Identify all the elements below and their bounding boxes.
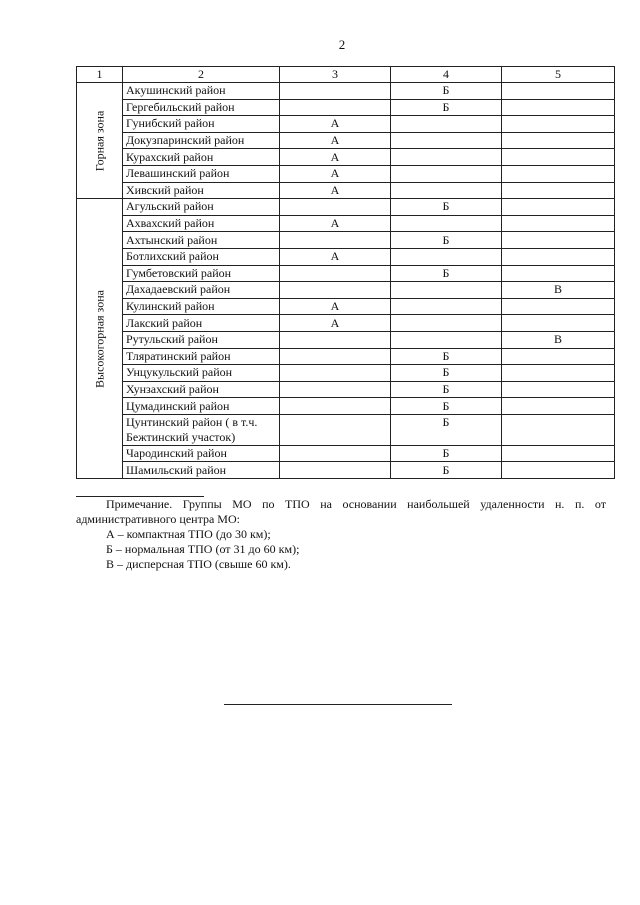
group-a-cell: А: [280, 248, 391, 265]
group-c-cell: [502, 149, 615, 166]
district-name: Цумадинский район: [123, 398, 280, 415]
district-name: Цунтинский район ( в т.ч. Бежтинский участок): [123, 414, 280, 445]
group-b-cell: Б: [391, 83, 502, 100]
district-name: Левашинский район: [123, 165, 280, 182]
district-name: Лакский район: [123, 315, 280, 332]
table-row: [77, 298, 615, 315]
district-name: Дахадаевский район: [123, 282, 280, 299]
group-b-cell: Б: [391, 381, 502, 398]
group-b-cell: Б: [391, 232, 502, 249]
header-cell-3: 3: [280, 67, 391, 83]
group-c-cell: В: [502, 282, 615, 299]
group-c-cell: [502, 165, 615, 182]
group-b-cell: Б: [391, 199, 502, 216]
group-b-cell: [391, 298, 502, 315]
group-c-cell: [502, 398, 615, 415]
group-c-cell: [502, 348, 615, 365]
group-b-cell: Б: [391, 348, 502, 365]
group-a-cell: А: [280, 165, 391, 182]
district-name: Кулинский район: [123, 298, 280, 315]
table-row: [77, 282, 615, 299]
district-name: Хунзахский район: [123, 381, 280, 398]
district-name: Ахтынский район: [123, 232, 280, 249]
table-row: [77, 265, 615, 282]
header-cell-4: 4: [391, 67, 502, 83]
group-a-cell: А: [280, 315, 391, 332]
district-name: Тляратинский район: [123, 348, 280, 365]
group-a-cell: А: [280, 149, 391, 166]
group-b-cell: Б: [391, 445, 502, 462]
group-a-cell: А: [280, 215, 391, 232]
table-row: [77, 182, 615, 199]
group-c-cell: [502, 365, 615, 382]
group-a-cell: [280, 462, 391, 479]
table-row: [77, 331, 615, 348]
group-c-cell: [502, 315, 615, 332]
group-a-cell: [280, 99, 391, 116]
note-line-c: В – дисперсная ТПО (свыше 60 км).: [106, 557, 291, 571]
group-b-cell: Б: [391, 398, 502, 415]
table-row: [77, 348, 615, 365]
district-name: Чародинский район: [123, 445, 280, 462]
table-row: [77, 99, 615, 116]
table-row: [77, 414, 615, 445]
note-paragraph: Примечание. Группы МО по ТПО на основании наибольшей удаленности н. п. от административного центра МО:: [76, 497, 606, 526]
group-b-cell: Б: [391, 365, 502, 382]
group-a-cell: [280, 232, 391, 249]
table-row: [77, 149, 615, 166]
group-b-cell: [391, 248, 502, 265]
table-row: [77, 199, 615, 216]
group-c-cell: [502, 232, 615, 249]
zones-table: [76, 66, 615, 479]
note-line-b: Б – нормальная ТПО (от 31 до 60 км);: [106, 542, 300, 556]
header-cell-1: 1: [77, 67, 123, 83]
group-b-cell: Б: [391, 462, 502, 479]
group-b-cell: Б: [391, 99, 502, 116]
group-c-cell: [502, 199, 615, 216]
group-a-cell: [280, 414, 391, 445]
group-b-cell: [391, 282, 502, 299]
district-name: Гергебильский район: [123, 99, 280, 116]
table-row: [77, 83, 615, 100]
group-c-cell: [502, 116, 615, 133]
group-b-cell: [391, 331, 502, 348]
group-c-cell: [502, 182, 615, 199]
group-b-cell: [391, 215, 502, 232]
group-c-cell: [502, 414, 615, 445]
group-a-cell: [280, 282, 391, 299]
group-b-cell: Б: [391, 265, 502, 282]
group-c-cell: [502, 248, 615, 265]
group-b-cell: [391, 165, 502, 182]
note-line-a: А – компактная ТПО (до 30 км);: [106, 527, 271, 541]
group-a-cell: [280, 199, 391, 216]
group-c-cell: [502, 445, 615, 462]
district-name: Курахский район: [123, 149, 280, 166]
group-a-cell: [280, 83, 391, 100]
table-row: [77, 381, 615, 398]
table-row: [77, 215, 615, 232]
district-name: Агульский район: [123, 199, 280, 216]
group-c-cell: [502, 462, 615, 479]
group-b-cell: [391, 182, 502, 199]
group-c-cell: В: [502, 331, 615, 348]
group-a-cell: [280, 365, 391, 382]
group-c-cell: [502, 99, 615, 116]
table-row: [77, 165, 615, 182]
district-name: Гумбетовский район: [123, 265, 280, 282]
group-a-cell: [280, 348, 391, 365]
table-row: [77, 462, 615, 479]
zone-cell: [77, 199, 123, 479]
district-name: Рутульский район: [123, 331, 280, 348]
zone-label: Высокогорная зона: [92, 289, 106, 388]
district-name: Ахвахский район: [123, 215, 280, 232]
header-row: [77, 67, 615, 83]
group-a-cell: А: [280, 298, 391, 315]
group-c-cell: [502, 381, 615, 398]
group-c-cell: [502, 298, 615, 315]
table-row: [77, 248, 615, 265]
table-row: [77, 365, 615, 382]
district-name: Ботлихский район: [123, 248, 280, 265]
group-b-cell: [391, 149, 502, 166]
group-a-cell: А: [280, 132, 391, 149]
district-name: Шамильский район: [123, 462, 280, 479]
group-c-cell: [502, 215, 615, 232]
group-b-cell: [391, 315, 502, 332]
group-c-cell: [502, 132, 615, 149]
group-a-cell: [280, 398, 391, 415]
closing-divider: [224, 704, 452, 705]
table-row: [77, 398, 615, 415]
header-cell-2: 2: [123, 67, 280, 83]
table-row: [77, 116, 615, 133]
group-a-cell: [280, 331, 391, 348]
district-name: Гунибский район: [123, 116, 280, 133]
table-row: [77, 232, 615, 249]
group-a-cell: А: [280, 182, 391, 199]
table-row: [77, 315, 615, 332]
zone-cell: [77, 83, 123, 199]
group-c-cell: [502, 265, 615, 282]
district-name: Акушинский район: [123, 83, 280, 100]
table-row: [77, 445, 615, 462]
group-a-cell: [280, 445, 391, 462]
table-body: [77, 83, 615, 479]
group-a-cell: [280, 381, 391, 398]
note-block: [76, 497, 606, 572]
group-a-cell: [280, 265, 391, 282]
district-name: Докузпаринский район: [123, 132, 280, 149]
group-b-cell: Б: [391, 414, 502, 445]
group-b-cell: [391, 116, 502, 133]
header-cell-5: 5: [502, 67, 615, 83]
group-b-cell: [391, 132, 502, 149]
group-c-cell: [502, 83, 615, 100]
zone-label: Горная зона: [92, 110, 106, 171]
district-name: Унцукульский район: [123, 365, 280, 382]
district-name: Хивский район: [123, 182, 280, 199]
table-row: [77, 132, 615, 149]
group-a-cell: А: [280, 116, 391, 133]
page-number: 2: [338, 37, 346, 52]
